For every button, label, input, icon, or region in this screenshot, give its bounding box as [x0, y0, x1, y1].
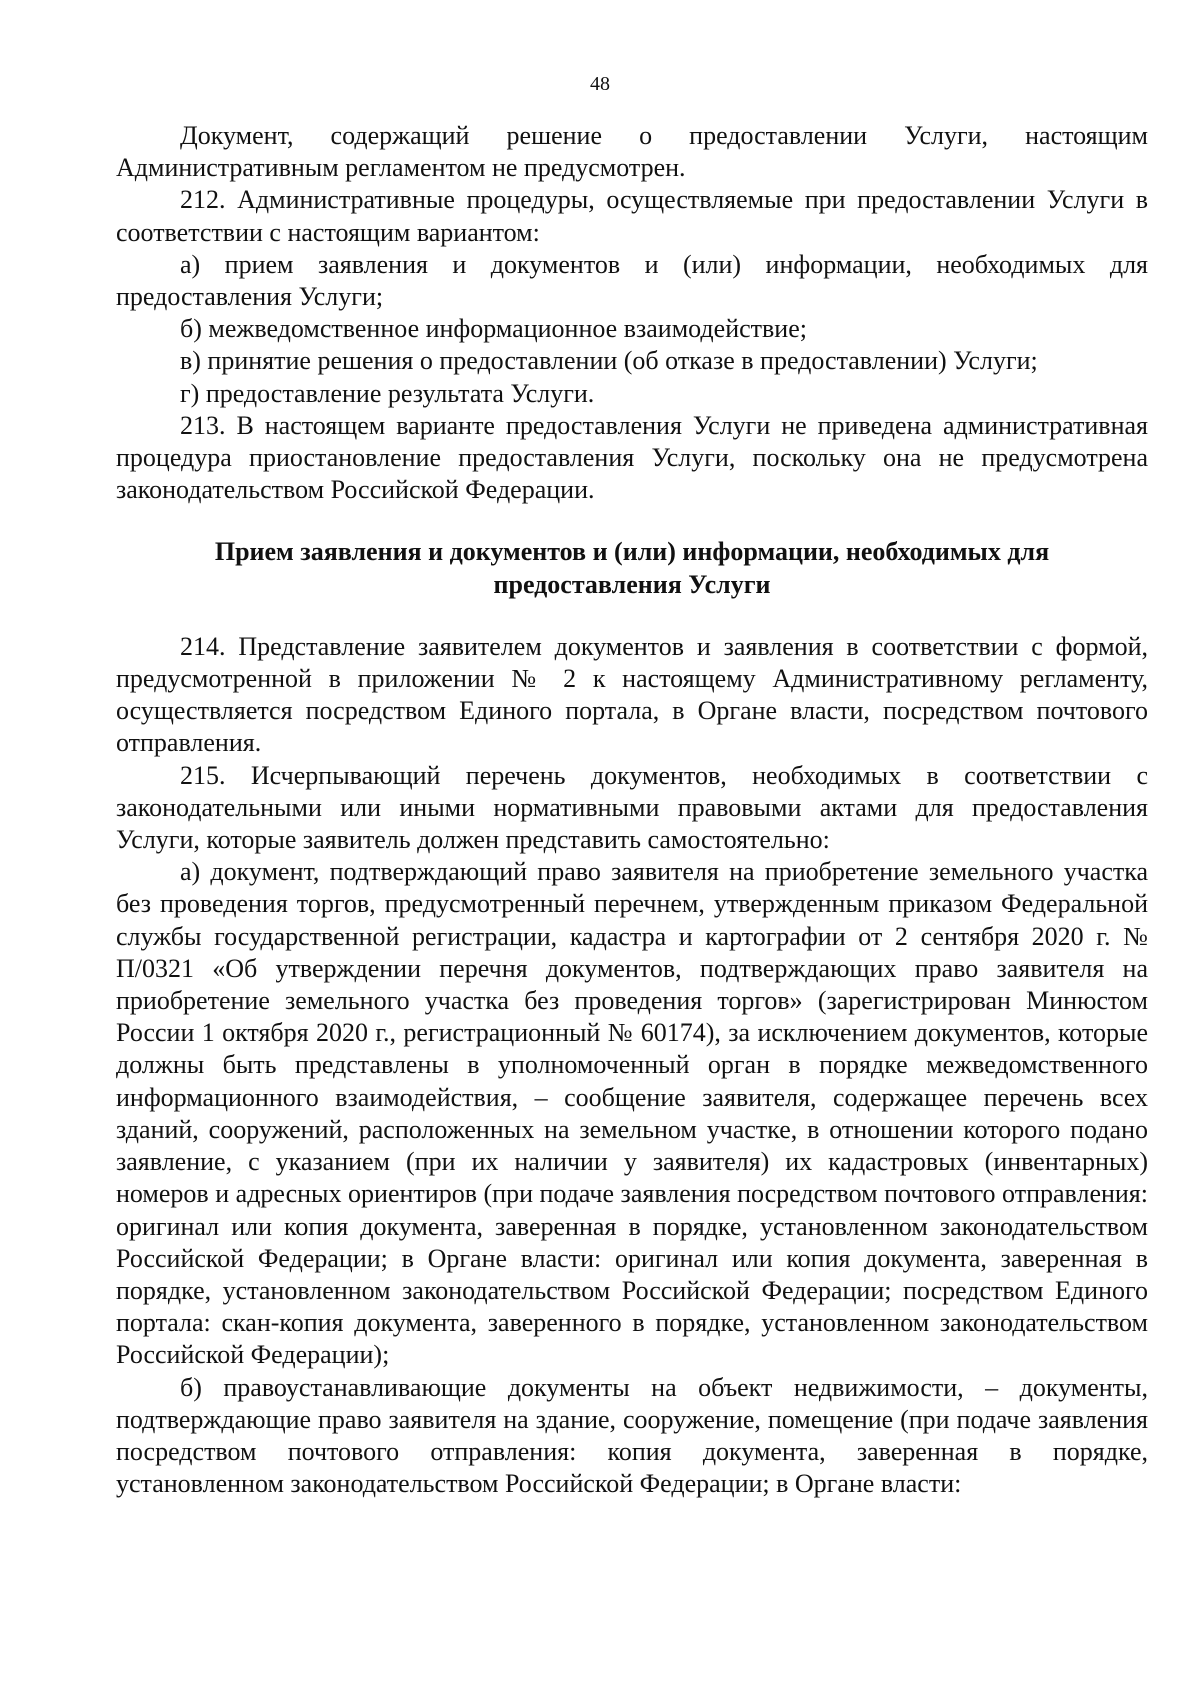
paragraph-214: 214. Представление заявителем документов и заявления в соответствии с формой, предусмотренной в приложении № 2 к настоящему Административному регламенту, осуществляется посредством Единого портала, в Органе власти, посредством почтового отправления.	[116, 631, 1148, 758]
paragraph-document-decision: Документ, содержащий решение о предоставлении Услуги, настоящим Административным регламентом не предусмотрен.	[116, 121, 1148, 183]
list-item-215-a: а) документ, подтверждающий право заявителя на приобретение земельного участка без проведения торгов, предусмотренный перечнем, утвержденным приказом Федеральной службы государственной регистрации, кадастра и картографии от 2 сентября 2020 г. № П/0321 «Об утверждении перечня документов, подтверждающих право заявителя на приобретение земельного участка без проведения торгов» (зарегистрирован Минюстом России 1 октября 2020 г., регистрационный № 60174), за исключением документов, которые должны быть представлены в уполномоченный орган в порядке межведомственного информационного взаимодействия, – сообщение заявителя, содержащее перечень всех зданий, сооружений, расположенных на земельном участке, в отношении которого подано заявление, с указанием (при их наличии у заявителя) их кадастровых (инвентарных) номеров и адресных ориентиров (при подаче заявления посредством почтового отправления: оригинал или копия документа, заверенная в порядке, установленном законодательством Российской Федерации; в Органе власти: оригинал или копия документа, заверенная в порядке, установленном законодательством Российской Федерации; посредством Единого портала: скан-копия документа, заверенного в порядке, установленном законодательством Российской Федерации);	[116, 857, 1148, 1370]
paragraph-213: 213. В настоящем варианте предоставления Услуги не приведена административная процедура приостановление предоставления Услуги, поскольку она не предусмотрена законодательством Российской Федерации.	[116, 410, 1148, 505]
paragraph-215: 215. Исчерпывающий перечень документов, необходимых в соответствии с законодательными или иными нормативными правовыми актами для предоставления Услуги, которые заявитель должен представить самостоятельно:	[116, 760, 1148, 855]
list-item-212-g: г) предоставление результата Услуги.	[180, 378, 595, 408]
section-heading-line-2: предоставления Услуги	[493, 569, 771, 599]
paragraph-212: 212. Административные процедуры, осуществляемые при предоставлении Услуги в соответствии с настоящим вариантом:	[116, 185, 1148, 247]
section-heading	[116, 536, 1148, 600]
document-body	[116, 120, 1148, 1500]
list-item-215-b: б) правоустанавливающие документы на объект недвижимости, – документы, подтверждающие право заявителя на здание, сооружение, помещение (при подаче заявления посредством почтового отправления: копия документа, заверенная в порядке, установленном законодательством Российской Федерации; в Органе власти:	[116, 1372, 1148, 1499]
list-item-212-b: б) межведомственное информационное взаимодействие;	[180, 314, 807, 344]
section-heading-line-1: Прием заявления и документов и (или) информации, необходимых для	[214, 537, 1050, 567]
list-item-212-a: а) прием заявления и документов и (или) информации, необходимых для предоставления Услуги;	[116, 249, 1148, 312]
page-number: 48	[590, 73, 610, 95]
list-item-212-v: в) принятие решения о предоставлении (об отказе в предоставлении) Услуги;	[180, 346, 1038, 376]
